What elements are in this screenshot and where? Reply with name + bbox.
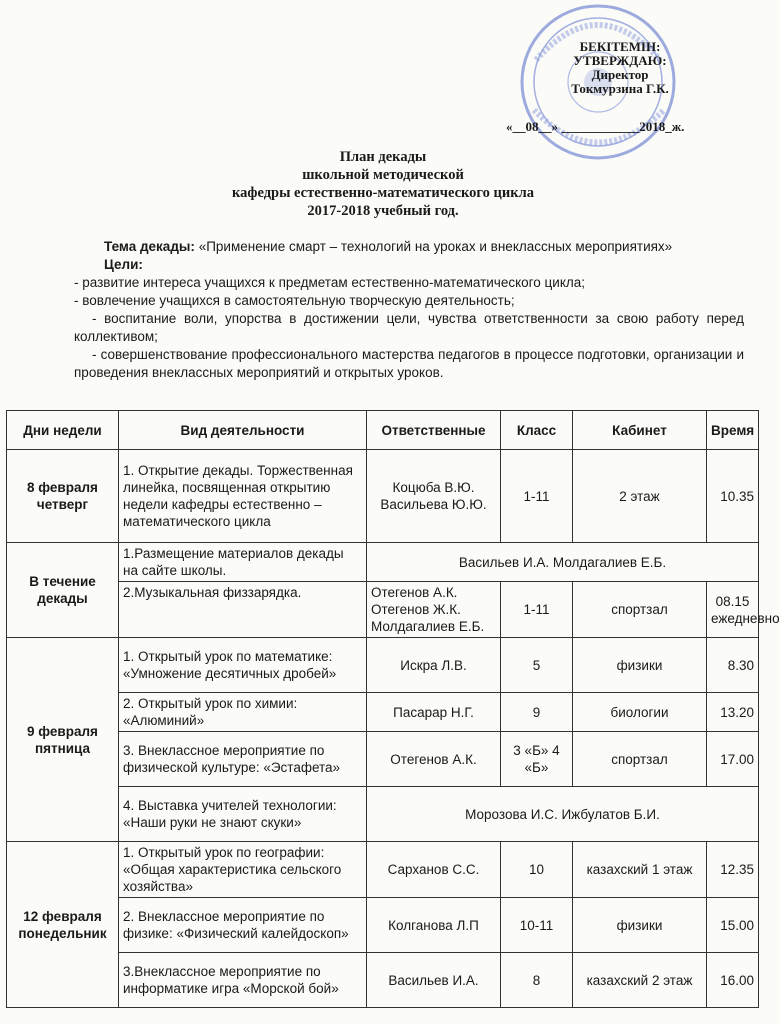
header-class: Класс	[501, 411, 573, 450]
day-cell: 12 февраля понедельник	[7, 842, 119, 1008]
table-row	[7, 543, 759, 582]
document-title	[0, 148, 766, 220]
table-row	[7, 842, 759, 898]
class-cell: 9	[501, 693, 573, 732]
header-time: Время	[707, 411, 759, 450]
approval-name: Токмурзина Г.К.	[571, 81, 669, 96]
theme-line	[104, 238, 744, 256]
title-line-4: 2017-2018 учебный год.	[307, 203, 459, 219]
goals-label-text: Цели:	[104, 257, 143, 272]
class-cell: 1-11	[501, 582, 573, 638]
day-cell: 9 февраля пятница	[7, 638, 119, 842]
table-row	[7, 787, 759, 842]
responsible-cell: Коцюба В.Ю. Васильева Ю.Ю.	[367, 450, 501, 543]
responsible-cell: Васильев И.А. Молдагалиев Е.Б.	[367, 543, 759, 582]
table-row	[7, 732, 759, 787]
time-cell: 16.00	[707, 953, 759, 1008]
responsible-cell: Пасарар Н.Г.	[367, 693, 501, 732]
approval-line-kz: БЕКІТЕМІН:	[579, 39, 661, 54]
time-cell: 12.35	[707, 842, 759, 898]
room-cell: физики	[573, 638, 707, 693]
title-line-3: кафедры естественно-математического цикла	[232, 185, 534, 201]
approval-position: Директор	[591, 67, 649, 82]
class-cell: 3 «Б» 4 «Б»	[501, 732, 573, 787]
theme-label: Тема декады:	[104, 239, 195, 254]
table-row	[7, 582, 759, 638]
header-activity: Вид деятельности	[119, 411, 367, 450]
room-cell: казахский 1 этаж	[573, 842, 707, 898]
responsible-cell: Отегенов А.К. Отегенов Ж.К. Молдагалиев Е.Б.	[367, 582, 501, 638]
responsible-cell: Морозова И.С. Ижбулатов Б.И.	[367, 787, 759, 842]
responsible-cell: Сарханов С.С.	[367, 842, 501, 898]
table-row	[7, 450, 759, 543]
activity-cell: 3. Внеклассное мероприятие по физической культуре: «Эстафета»	[119, 732, 367, 787]
table-row	[7, 693, 759, 732]
room-cell: 2 этаж	[573, 450, 707, 543]
approval-line-ru: УТВЕРЖДАЮ:	[573, 53, 667, 68]
theme-text: «Применение смарт – технологий на уроках и внеклассных мероприятиях»	[198, 239, 673, 254]
class-cell: 1-11	[501, 450, 573, 543]
time-cell: 10.35	[707, 450, 759, 543]
room-cell: спортзал	[573, 582, 707, 638]
schedule-table	[6, 410, 780, 1008]
class-cell: 10	[501, 842, 573, 898]
class-cell: 5	[501, 638, 573, 693]
day-cell: 8 февраля четверг	[7, 450, 119, 543]
class-cell: 10-11	[501, 898, 573, 953]
table-row	[7, 898, 759, 953]
room-cell: физики	[573, 898, 707, 953]
title-line-2: школьной методической	[302, 167, 464, 183]
room-cell: казахский 2 этаж	[573, 953, 707, 1008]
goal-item: - совершенствование профессионального мастерства педагогов в процессе подготовки, организации и проведения внеклассных мероприятий и открытых уроков.	[74, 347, 744, 380]
responsible-cell: Колганова Л.П	[367, 898, 501, 953]
goal-item: - воспитание воли, упорства в достижении цели, чувства ответственности за свою работу перед коллективом;	[74, 311, 744, 344]
time-cell: 15.00	[707, 898, 759, 953]
room-cell: биологии	[573, 693, 707, 732]
table-header-row	[7, 411, 759, 450]
responsible-cell: Искра Л.В.	[367, 638, 501, 693]
responsible-cell: Васильев И.А.	[367, 953, 501, 1008]
header-day: Дни недели	[7, 411, 119, 450]
title-line-1: План декады	[339, 149, 427, 165]
time-cell: 17.00	[707, 732, 759, 787]
time-cell: 13.20	[707, 693, 759, 732]
activity-cell: 4. Выставка учителей технологии: «Наши руки не знают скуки»	[119, 787, 367, 842]
activity-cell: 3.Внеклассное мероприятие по информатике игра «Морской бой»	[119, 953, 367, 1008]
responsible-cell: Отегенов А.К.	[367, 732, 501, 787]
activity-cell: 2. Открытый урок по химии: «Алюминий»	[119, 693, 367, 732]
class-cell: 8	[501, 953, 573, 1008]
activity-cell: 1. Открытие декады. Торжественная линейка, посвященная открытию недели кафедры естественно – математического цикла	[119, 450, 367, 543]
time-cell: 08.15 ежедневно	[707, 582, 759, 638]
table-row	[7, 638, 759, 693]
activity-cell: 1. Открытый урок по математике: «Умножение десятичных дробей»	[119, 638, 367, 693]
day-cell: В течение декады	[7, 543, 119, 638]
activity-cell: 2. Внеклассное мероприятие по физике: «Физический калейдоскоп»	[119, 898, 367, 953]
activity-cell: 1. Открытый урок по географии: «Общая характеристика сельского хозяйства»	[119, 842, 367, 898]
header-room: Кабинет	[573, 411, 707, 450]
table-row	[7, 953, 759, 1008]
activity-cell: 1.Размещение материалов декады на сайте школы.	[119, 543, 367, 582]
header-responsible: Ответственные	[367, 411, 501, 450]
goal-item: - развитие интереса учащихся к предметам естественно-математического цикла;	[74, 275, 586, 290]
goals-list	[74, 274, 744, 382]
approval-block	[506, 39, 720, 134]
time-cell: 8.30	[707, 638, 759, 693]
goal-item: - вовлечение учащихся в самостоятельную творческую деятельность;	[74, 293, 515, 308]
activity-cell: 2.Музыкальная физзарядка.	[119, 582, 367, 638]
room-cell: спортзал	[573, 732, 707, 787]
approval-date: «__08__» ____________2018_ж.	[506, 119, 685, 134]
intro-section	[74, 238, 744, 382]
goals-label	[104, 256, 744, 274]
